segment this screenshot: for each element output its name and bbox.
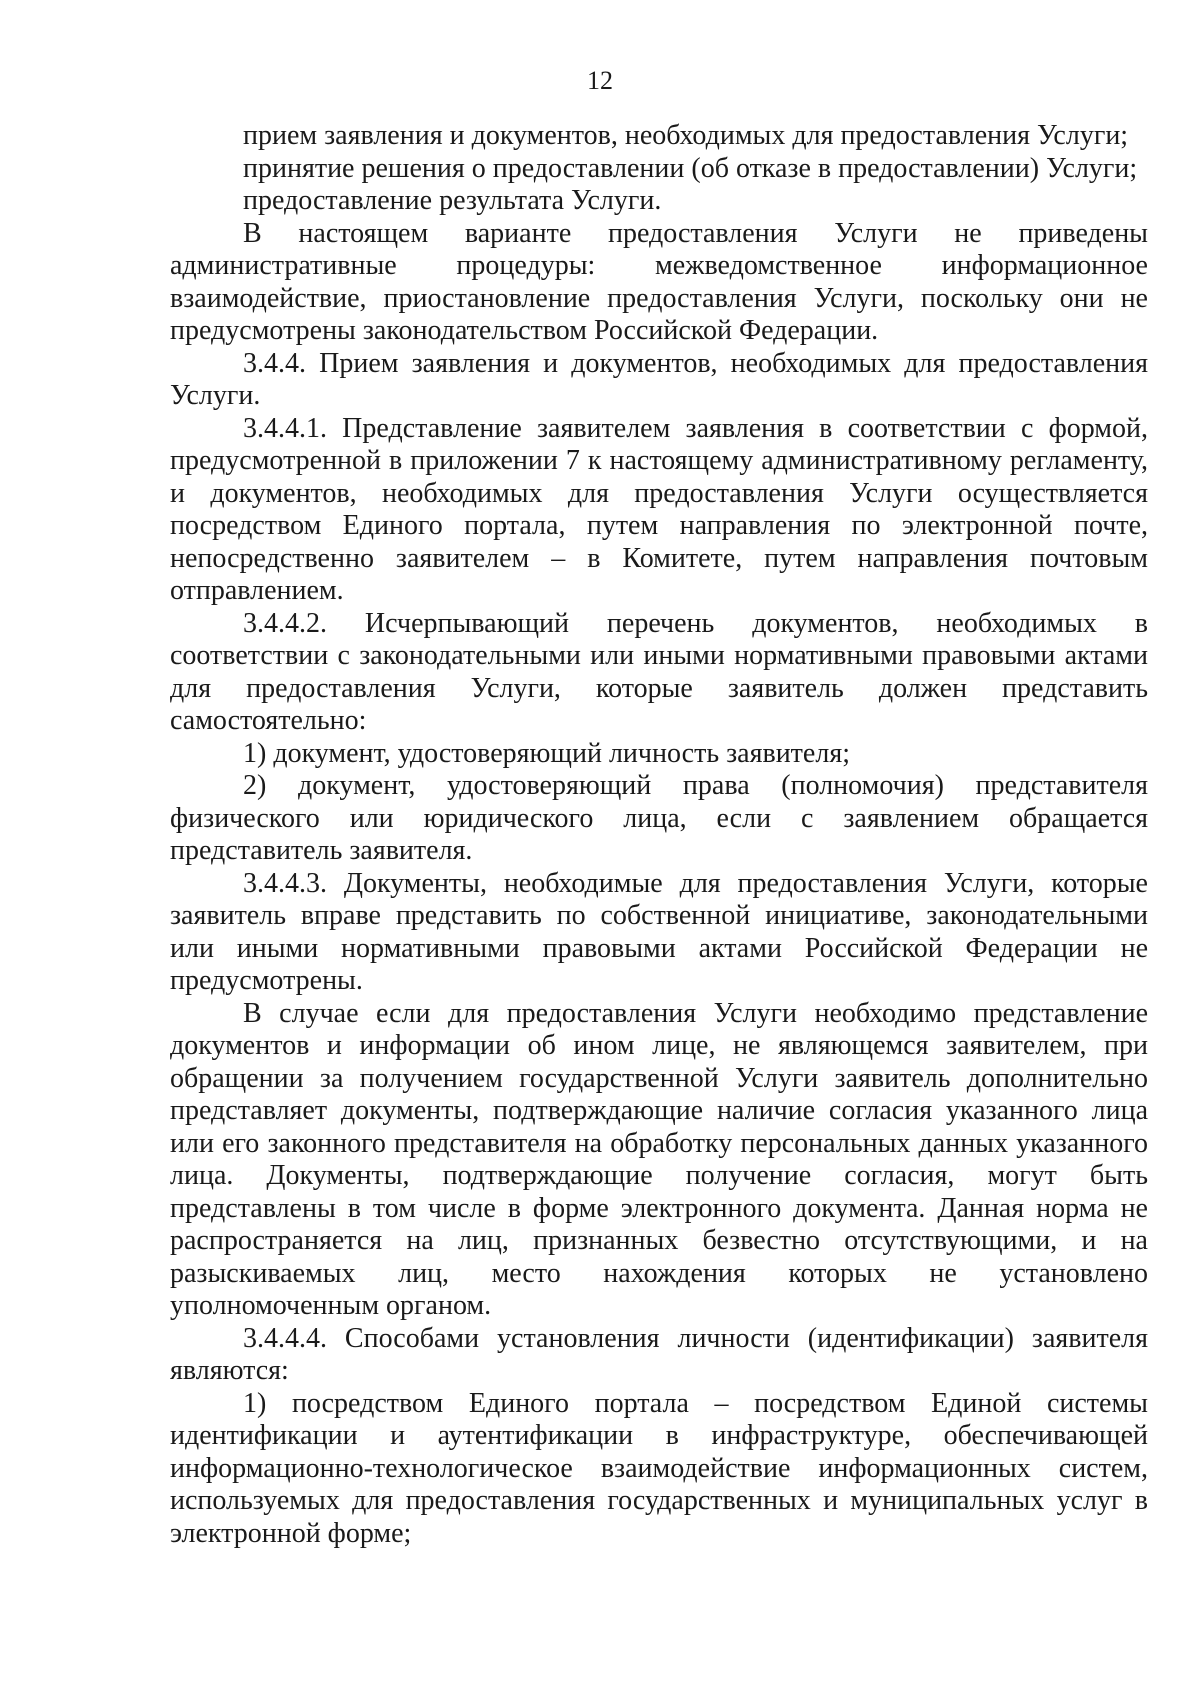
section-3-4-4-1: 3.4.4.1. Представление заявителем заявления в соответствии с формой, предусмотренной в приложении 7 к настоящему административному регламенту, и документов, необходимых для предоставления Услуги осуществляется посредством Единого портала, путем направления по электронной почте, непосредственно заявителем – в Комитете, путем направления почтовым отправлением. — [170, 412, 1148, 606]
paragraph-procedures-not-applicable: В настоящем варианте предоставления Услуги не приведены административные процедуры: межведомственное информационное взаимодействие, приостановление предоставления Услуги, поскольку они не предусмотрены законодательством Российской Федерации. — [170, 217, 1148, 346]
paragraph-third-party-consent: В случае если для предоставления Услуги необходимо представление документов и информации об ином лице, не являющемся заявителем, при обращении за получением государственной Услуги заявитель дополнительно представляет документы, подтверждающие наличие согласия указанного лица или его законного представителя на обработку персональных данных указанного лица. Документы, подтверждающие получение согласия, могут быть представлены в том числе в форме электронного документа. Данная норма не распространяется на лиц, признанных безвестно отсутствующими, и на разыскиваемых лиц, место нахождения которых не установлено уполномоченным органом. — [170, 997, 1148, 1321]
paragraph-result-provision: предоставление результата Услуги. — [243, 185, 662, 216]
list-item-identity-document: 1) документ, удостоверяющий личность заявителя; — [243, 737, 850, 769]
section-3-4-4-3: 3.4.4.3. Документы, необходимые для предоставления Услуги, которые заявитель вправе представить по собственной инициативе, законодательными или иными нормативными правовыми актами Российской Федерации не предусмотрены. — [170, 867, 1148, 996]
list-item-unified-portal-identification: 1) посредством Единого портала – посредством Единой системы идентификации и аутентификации в инфраструктуре, обеспечивающей информационно-технологическое взаимодействие информационных систем, используемых для предоставления государственных и муниципальных услуг в электронной форме; — [170, 1387, 1148, 1549]
paragraph-decision: принятие решения о предоставлении (об отказе в предоставлении) Услуги; — [243, 152, 1138, 184]
section-3-4-4-2: 3.4.4.2. Исчерпывающий перечень документов, необходимых в соответствии с законодательными или иными нормативными правовыми актами для предоставления Услуги, которые заявитель должен представить самостоятельно: — [170, 607, 1148, 736]
page-number: 12 — [587, 66, 613, 95]
list-item-representative-document: 2) документ, удостоверяющий права (полномочия) представителя физического или юридического лица, если с заявлением обращается представитель заявителя. — [170, 770, 1148, 866]
paragraph-application-receipt: прием заявления и документов, необходимых для предоставления Услуги; — [243, 120, 1129, 151]
section-3-4-4-heading: 3.4.4. Прием заявления и документов, необходимых для предоставления Услуги. — [170, 347, 1148, 411]
document-body — [170, 120, 1148, 1550]
section-3-4-4-4: 3.4.4.4. Способами установления личности (идентификации) заявителя являются: — [170, 1322, 1148, 1386]
